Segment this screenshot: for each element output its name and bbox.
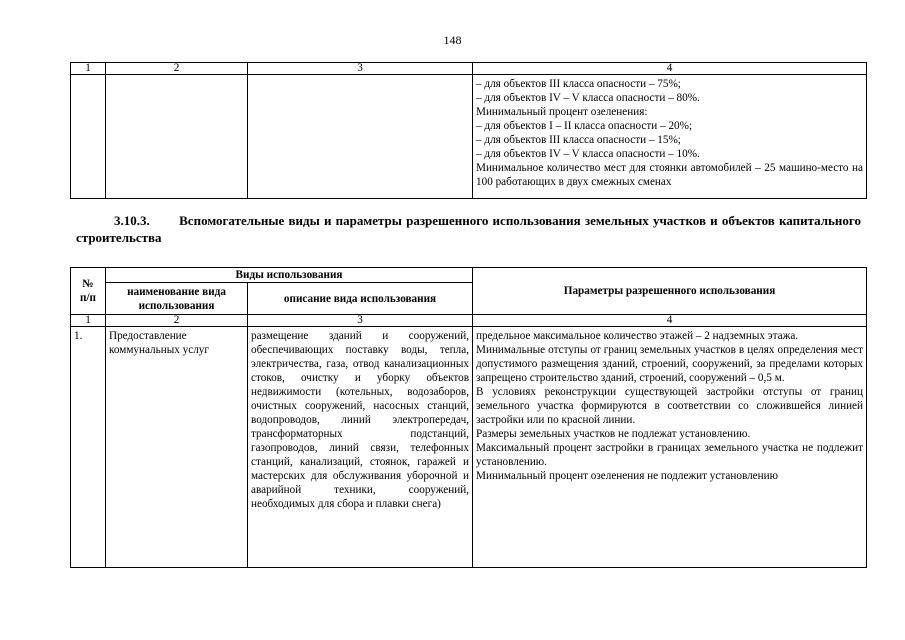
params-line: Минимальный процент озеленения не подлежит установлению: [476, 470, 778, 482]
params-line: предельное максимальное количество этажей – 2 надземных этажа.: [476, 330, 799, 342]
cell-empty: [71, 75, 106, 199]
column-number-row: [71, 315, 867, 327]
params-line: Максимальный процент застройки в границах земельного участка не подлежит установлению.: [476, 442, 864, 468]
params-line: Минимальный процент озеленения:: [476, 106, 648, 118]
row-number: 1.: [71, 327, 106, 568]
section-title: Вспомогательные виды и параметры разрешенного использования земельных участков и объектов капитального строительства: [76, 213, 861, 245]
table-row: [71, 75, 867, 199]
column-number-row: [71, 63, 867, 75]
header-num: № п/п: [71, 268, 106, 315]
header-row: [71, 268, 867, 283]
use-name: Предоставление коммунальных услуг: [106, 327, 248, 568]
table-continuation: [70, 62, 867, 199]
params-line: Размеры земельных участков не подлежат установлению.: [476, 428, 751, 440]
params-line: Минимальные отступы от границ земельных участков в целях определения мест допустимого размещения зданий, строений, сооружений, за пределами которых запрещено строительство зданий, строений, сооружений – 0,5 м.: [476, 344, 864, 384]
column-number: 3: [248, 315, 473, 327]
page-number: 148: [443, 33, 462, 47]
params-line: – для объектов IV – V класса опасности – 80%.: [476, 92, 700, 104]
params-cell: [473, 75, 867, 199]
params-line: – для объектов IV – V класса опасности – 10%.: [476, 148, 700, 160]
cell-empty: [248, 75, 473, 199]
params-line: Минимальное количество мест для стоянки автомобилей – 25 машино-место на 100 работающих в двух смежных сменах: [476, 162, 863, 188]
header-description: описание вида использования: [248, 283, 473, 315]
section-heading: [76, 212, 861, 246]
header-types-group: Виды использования: [106, 268, 473, 283]
column-number: 4: [473, 63, 867, 75]
use-params: [473, 327, 867, 568]
params-line: – для объектов I – II класса опасности – 20%;: [476, 120, 693, 132]
column-number: 2: [106, 315, 248, 327]
table-row: [71, 327, 867, 568]
params-line: – для объектов III класса опасности – 15%;: [476, 134, 681, 146]
params-line: В условиях реконструкции существующей застройки отступы от границ земельного участка формируются в соответствии со сложившейся линией застройки или по красной линии.: [476, 386, 864, 426]
column-number: 3: [248, 63, 473, 75]
section-number: 3.10.3.: [114, 213, 150, 228]
params-line: – для объектов III класса опасности – 75%;: [476, 78, 681, 90]
column-number: 1: [71, 315, 106, 327]
header-params: Параметры разрешенного использования: [473, 268, 867, 315]
column-number: 4: [473, 315, 867, 327]
cell-empty: [106, 75, 248, 199]
header-name: наименование вида использования: [106, 283, 248, 315]
table-auxiliary-uses: [70, 267, 867, 568]
column-number: 1: [71, 63, 106, 75]
use-description: размещение зданий и сооружений, обеспечивающих поставку воды, тепла, электричества, газа, отвод канализационных стоков, очистку и уборку объектов недвижимости (котельных, водозаборов, очистных сооружений, насосных станций, водопроводов, линий электропередач, трансформаторных подстанций, газопроводов, линий связи, телефонных станций, канализаций, стоянок, гаражей и мастерских для обслуживания уборочной и аварийной техники, сооружений, необходимых для сбора и плавки снега): [248, 327, 473, 568]
column-number: 2: [106, 63, 248, 75]
